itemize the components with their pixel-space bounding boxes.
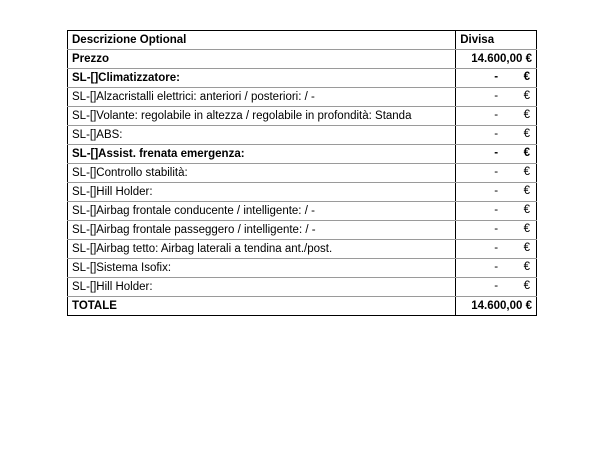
row-label: SL-[]Controllo stabilità: <box>68 164 456 183</box>
row-currency-symbol: € <box>523 166 530 178</box>
row-label: SL-[]Hill Holder: <box>68 183 456 202</box>
row-amount <box>456 278 537 297</box>
row-amount-dash: - <box>494 71 499 83</box>
table-row <box>68 69 537 88</box>
table-row <box>68 164 537 183</box>
row-amount-dash: - <box>494 261 499 273</box>
row-label: SL-[]Sistema Isofix: <box>68 259 456 278</box>
row-amount-dash: - <box>494 128 499 140</box>
header-description: Descrizione Optional <box>68 31 456 50</box>
table-row <box>68 183 537 202</box>
row-amount-dash: - <box>494 242 499 254</box>
total-label: TOTALE <box>68 297 456 316</box>
row-amount-dash: - <box>494 90 499 102</box>
row-amount <box>456 164 537 183</box>
row-amount-dash: - <box>494 166 499 178</box>
row-amount <box>456 259 537 278</box>
row-currency-symbol: € <box>523 261 530 273</box>
table-row <box>68 259 537 278</box>
table-row <box>68 202 537 221</box>
row-currency-symbol: € <box>523 280 530 292</box>
row-amount <box>456 240 537 259</box>
row-label: SL-[]Volante: regolabile in altezza / regolabile in profondità: Standa <box>68 107 456 126</box>
row-amount <box>456 126 537 145</box>
row-amount <box>456 202 537 221</box>
row-label: SL-[]ABS: <box>68 126 456 145</box>
row-amount <box>456 221 537 240</box>
row-currency-symbol: € <box>523 223 530 235</box>
price-label: Prezzo <box>68 50 456 69</box>
row-currency-symbol: € <box>523 185 530 197</box>
total-row <box>68 297 537 316</box>
row-label: SL-[]Airbag tetto: Airbag laterali a tendina ant./post. <box>68 240 456 259</box>
row-currency-symbol: € <box>523 204 530 216</box>
row-currency-symbol: € <box>523 128 530 140</box>
row-amount-dash: - <box>494 109 499 121</box>
table-row <box>68 145 537 164</box>
table-row <box>68 278 537 297</box>
row-amount-dash: - <box>494 280 499 292</box>
row-label: SL-[]Climatizzatore: <box>68 69 456 88</box>
table-row <box>68 88 537 107</box>
row-amount <box>456 183 537 202</box>
row-currency-symbol: € <box>523 90 530 102</box>
row-amount-dash: - <box>494 147 499 159</box>
row-amount-dash: - <box>494 185 499 197</box>
price-amount: 14.600,00 € <box>456 50 537 69</box>
total-amount: 14.600,00 € <box>456 297 537 316</box>
row-label: SL-[]Assist. frenata emergenza: <box>68 145 456 164</box>
table-row <box>68 126 537 145</box>
row-amount-dash: - <box>494 204 499 216</box>
optional-price-table <box>67 30 537 316</box>
table-row <box>68 240 537 259</box>
row-amount <box>456 145 537 164</box>
table-row <box>68 107 537 126</box>
row-label: SL-[]Hill Holder: <box>68 278 456 297</box>
row-label: SL-[]Alzacristalli elettrici: anteriori / posteriori: / - <box>68 88 456 107</box>
row-amount-dash: - <box>494 223 499 235</box>
row-label: SL-[]Airbag frontale conducente / intelligente: / - <box>68 202 456 221</box>
row-amount <box>456 69 537 88</box>
header-currency: Divisa <box>456 31 537 50</box>
row-label: SL-[]Airbag frontale passeggero / intelligente: / - <box>68 221 456 240</box>
row-currency-symbol: € <box>523 242 530 254</box>
price-row <box>68 50 537 69</box>
row-currency-symbol: € <box>523 71 530 83</box>
header-row <box>68 31 537 50</box>
row-amount <box>456 88 537 107</box>
row-amount <box>456 107 537 126</box>
row-currency-symbol: € <box>523 109 530 121</box>
row-currency-symbol: € <box>523 147 530 159</box>
table-row <box>68 221 537 240</box>
